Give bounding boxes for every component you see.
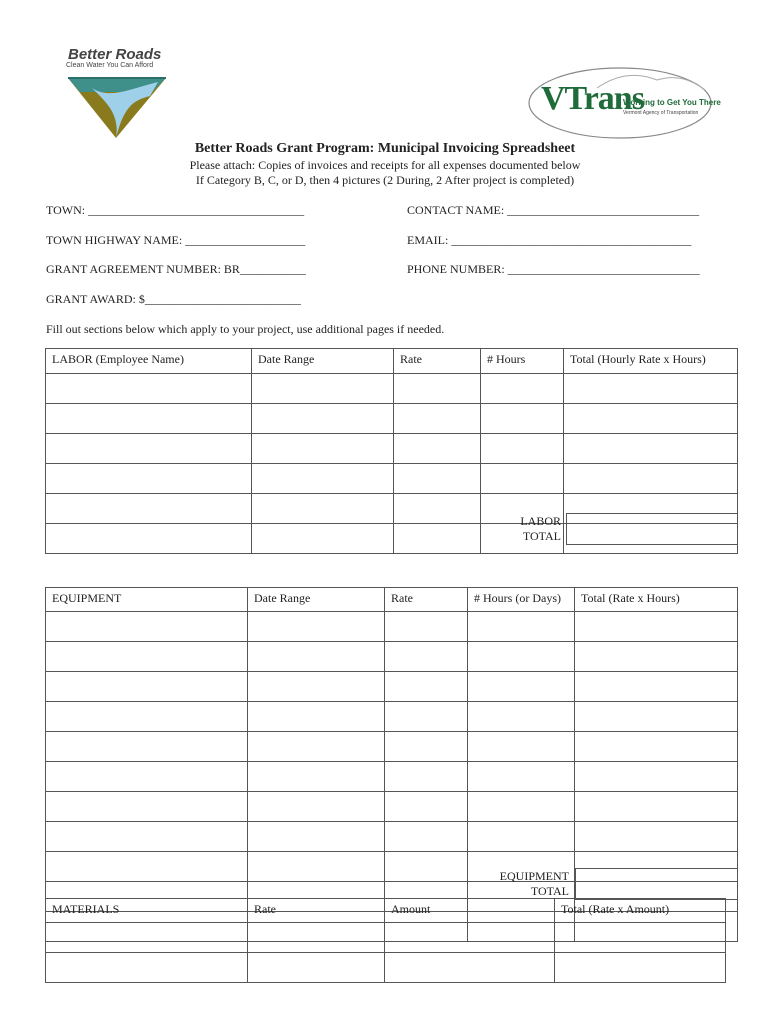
table-cell[interactable] <box>555 953 726 983</box>
town-field[interactable]: TOWN: ____________________________________ <box>46 203 305 217</box>
table-cell[interactable] <box>394 464 481 494</box>
labor-header-rate: Rate <box>394 349 481 374</box>
table-cell[interactable] <box>468 732 575 762</box>
table-cell[interactable] <box>481 434 564 464</box>
table-cell[interactable] <box>252 524 394 554</box>
table-cell[interactable] <box>252 494 394 524</box>
town-highway-field[interactable]: TOWN HIGHWAY NAME: ____________________ <box>46 233 306 247</box>
table-cell[interactable] <box>481 404 564 434</box>
vtrans-logo <box>527 66 721 140</box>
table-cell[interactable] <box>46 524 252 554</box>
table-cell[interactable] <box>575 672 738 702</box>
table-cell[interactable] <box>385 672 468 702</box>
labor-total-label-line1: LABOR <box>520 514 561 528</box>
table-cell[interactable] <box>248 612 385 642</box>
table-cell[interactable] <box>46 953 248 983</box>
table-cell[interactable] <box>248 953 385 983</box>
table-cell[interactable] <box>46 923 248 953</box>
table-cell[interactable] <box>46 732 248 762</box>
materials-header-total: Total (Rate x Amount) <box>555 899 726 923</box>
labor-header-hours: # Hours <box>481 349 564 374</box>
table-cell[interactable] <box>555 923 726 953</box>
contact-name-field[interactable]: CONTACT NAME: ________________________________ <box>407 203 700 217</box>
table-cell[interactable] <box>46 762 248 792</box>
table-cell[interactable] <box>46 702 248 732</box>
equipment-header-name: EQUIPMENT <box>46 588 248 612</box>
vtrans-agency: Vermont Agency of Transportation <box>623 110 699 116</box>
table-cell[interactable] <box>46 404 252 434</box>
table-cell[interactable] <box>46 612 248 642</box>
table-cell[interactable] <box>468 822 575 852</box>
materials-header-name: MATERIALS <box>46 899 248 923</box>
page-title: Better Roads Grant Program: Municipal Invoicing Spreadsheet <box>194 141 576 156</box>
labor-total-box[interactable] <box>566 513 738 545</box>
equipment-header-hours: # Hours (or Days) <box>468 588 575 612</box>
vtrans-name: VTrans <box>541 80 644 117</box>
labor-total-label <box>480 514 561 544</box>
email-field[interactable]: EMAIL: ________________________________________ <box>407 233 692 247</box>
table-row <box>46 792 738 822</box>
better-roads-logo-title: Better Roads <box>68 46 162 63</box>
table-row <box>46 642 738 672</box>
table-cell[interactable] <box>468 702 575 732</box>
phone-number-field[interactable]: PHONE NUMBER: ________________________________ <box>407 262 700 276</box>
table-cell[interactable] <box>46 642 248 672</box>
table-cell[interactable] <box>252 464 394 494</box>
table-cell[interactable] <box>385 762 468 792</box>
equipment-header-rate: Rate <box>385 588 468 612</box>
table-cell[interactable] <box>575 822 738 852</box>
table-cell[interactable] <box>248 852 385 882</box>
table-cell[interactable] <box>385 923 555 953</box>
table-cell[interactable] <box>248 792 385 822</box>
table-cell[interactable] <box>248 732 385 762</box>
table-cell[interactable] <box>385 612 468 642</box>
attachment-instructions: Please attach: Copies of invoices and receipts for all expenses documented below <box>189 158 581 172</box>
table-cell[interactable] <box>575 702 738 732</box>
labor-header-total: Total (Hourly Rate x Hours) <box>564 349 738 374</box>
table-cell[interactable] <box>564 404 738 434</box>
table-cell[interactable] <box>385 822 468 852</box>
table-cell[interactable] <box>46 494 252 524</box>
better-roads-logo-tagline: Clean Water You Can Afford <box>66 62 154 69</box>
table-row <box>46 612 738 642</box>
table-cell[interactable] <box>394 434 481 464</box>
table-row <box>46 923 726 953</box>
equipment-total-label-line2: TOTAL <box>530 884 569 898</box>
labor-header-date-range: Date Range <box>252 349 394 374</box>
materials-header-amount: Amount <box>385 899 555 923</box>
table-cell[interactable] <box>46 374 252 404</box>
table-cell[interactable] <box>564 434 738 464</box>
equipment-header-row <box>46 588 738 612</box>
table-cell[interactable] <box>252 434 394 464</box>
table-cell[interactable] <box>385 732 468 762</box>
table-row <box>46 702 738 732</box>
table-instructions: Fill out sections below which apply to your project, use additional pages if needed. <box>46 322 445 336</box>
table-cell[interactable] <box>46 792 248 822</box>
equipment-header-date-range: Date Range <box>248 588 385 612</box>
better-roads-logo <box>62 44 174 140</box>
table-cell[interactable] <box>385 953 555 983</box>
equipment-total-label <box>470 869 569 899</box>
table-cell[interactable] <box>248 702 385 732</box>
table-cell[interactable] <box>575 612 738 642</box>
table-cell[interactable] <box>46 434 252 464</box>
table-row <box>46 732 738 762</box>
table-cell[interactable] <box>468 642 575 672</box>
table-cell[interactable] <box>248 672 385 702</box>
vtrans-slogan: Working to Get You There <box>623 98 721 107</box>
table-cell[interactable] <box>468 612 575 642</box>
materials-header-row <box>46 899 726 923</box>
table-row <box>46 822 738 852</box>
equipment-header-total: Total (Rate x Hours) <box>575 588 738 612</box>
table-cell[interactable] <box>385 642 468 672</box>
table-row <box>46 672 738 702</box>
table-cell[interactable] <box>394 494 481 524</box>
table-row <box>46 464 738 494</box>
equipment-total-box[interactable] <box>575 868 738 900</box>
table-cell[interactable] <box>248 642 385 672</box>
table-cell[interactable] <box>575 732 738 762</box>
table-row <box>46 953 726 983</box>
table-cell[interactable] <box>248 762 385 792</box>
table-cell[interactable] <box>575 762 738 792</box>
table-cell[interactable] <box>46 464 252 494</box>
labor-header-row <box>46 349 738 374</box>
materials-table <box>45 898 726 983</box>
table-row <box>46 374 738 404</box>
table-cell[interactable] <box>46 672 248 702</box>
table-row <box>46 762 738 792</box>
materials-header-rate: Rate <box>248 899 385 923</box>
table-cell[interactable] <box>468 792 575 822</box>
table-cell[interactable] <box>385 852 468 882</box>
road-triangle-icon <box>62 70 174 142</box>
table-cell[interactable] <box>394 524 481 554</box>
grant-agreement-field[interactable]: GRANT AGREEMENT NUMBER: BR___________ <box>46 262 306 276</box>
table-cell[interactable] <box>252 374 394 404</box>
table-cell[interactable] <box>564 374 738 404</box>
table-cell[interactable] <box>394 374 481 404</box>
table-cell[interactable] <box>46 852 248 882</box>
table-cell[interactable] <box>385 792 468 822</box>
labor-header-name: LABOR (Employee Name) <box>46 349 252 374</box>
labor-total-label-line2: TOTAL <box>522 529 561 543</box>
table-cell[interactable] <box>564 464 738 494</box>
table-row <box>46 434 738 464</box>
table-cell[interactable] <box>394 404 481 434</box>
table-cell[interactable] <box>481 374 564 404</box>
table-cell[interactable] <box>468 672 575 702</box>
table-cell[interactable] <box>248 822 385 852</box>
grant-award-field[interactable]: GRANT AWARD: $__________________________ <box>46 292 301 306</box>
table-cell[interactable] <box>248 923 385 953</box>
table-cell[interactable] <box>481 464 564 494</box>
table-cell[interactable] <box>468 762 575 792</box>
equipment-total-label-line1: EQUIPMENT <box>499 869 569 883</box>
table-cell[interactable] <box>46 822 248 852</box>
table-cell[interactable] <box>575 642 738 672</box>
table-cell[interactable] <box>385 702 468 732</box>
picture-instructions: If Category B, C, or D, then 4 pictures (2 During, 2 After project is completed) <box>195 173 575 187</box>
table-cell[interactable] <box>575 792 738 822</box>
table-row <box>46 404 738 434</box>
table-cell[interactable] <box>252 404 394 434</box>
